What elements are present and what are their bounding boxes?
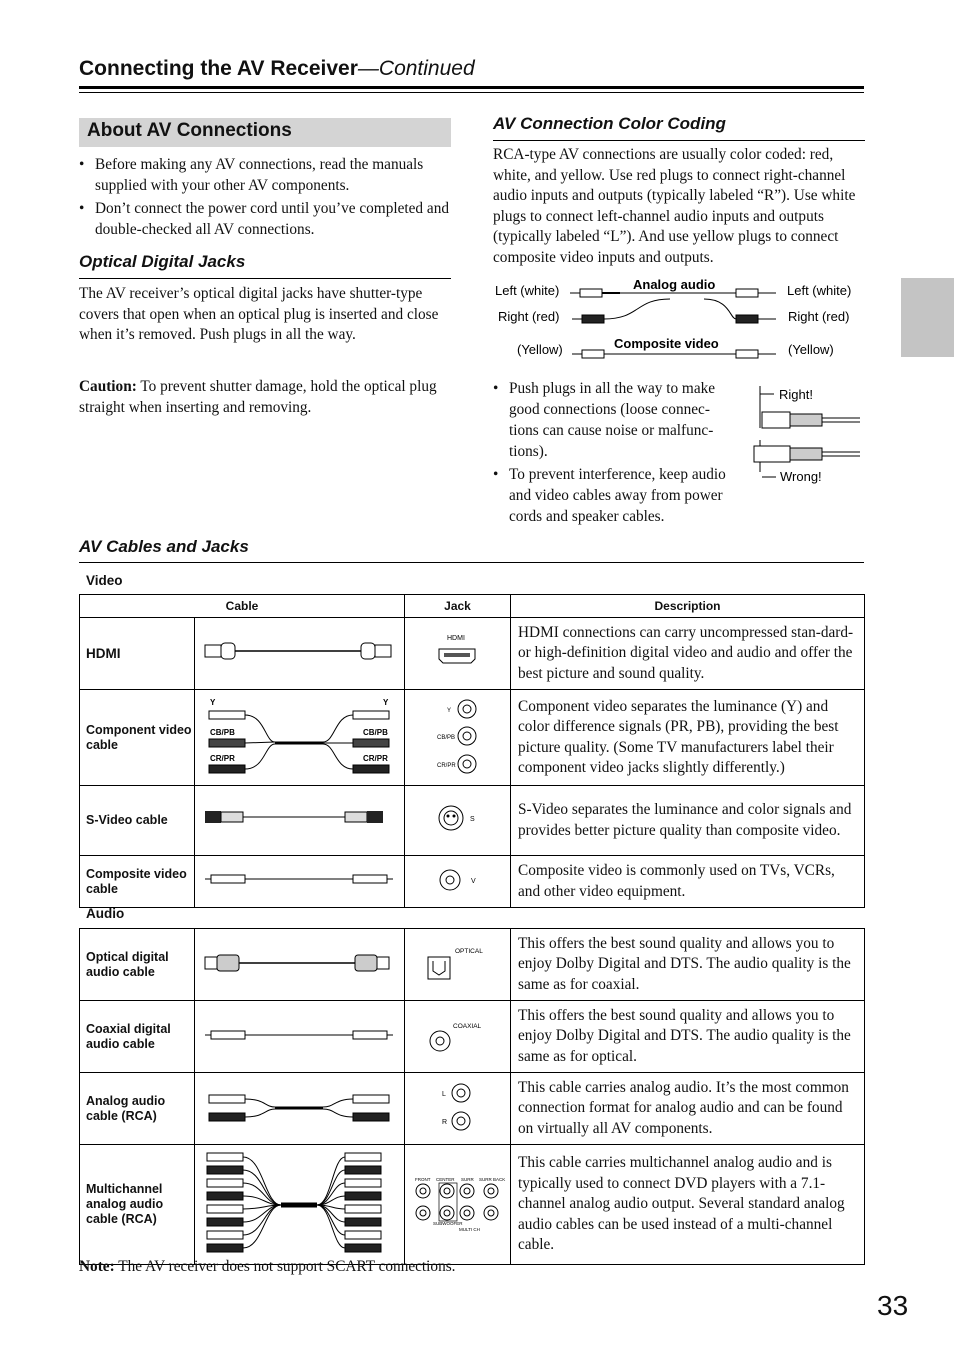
- label-cbpb: CB/PB: [210, 728, 235, 737]
- about-title: About AV Connections: [87, 120, 292, 141]
- rca-jack-inner: [444, 1188, 450, 1194]
- label-cbpb-r: CB/PB: [363, 728, 388, 737]
- wrong-label: Wrong!: [780, 469, 822, 484]
- jack-label: OPTICAL: [455, 948, 483, 955]
- page-header: [79, 57, 475, 81]
- col-desc: Description: [511, 595, 865, 618]
- jack-label: S: [470, 816, 475, 823]
- optical-jack-icon: [405, 929, 510, 995]
- optical-caution: [79, 377, 454, 418]
- jack-cbpb: CB/PB: [437, 735, 456, 741]
- cable-wire: [317, 1205, 345, 1248]
- cable-picture: [195, 1073, 405, 1145]
- list-item: • Don’t connect the power cord until you’ve completed and double-checked all AV connections.: [79, 198, 451, 240]
- label-crpr: CR/PR: [210, 754, 235, 763]
- coaxial-cable-icon: [195, 1001, 404, 1067]
- header-rule-thin: [79, 92, 864, 93]
- jack-surr: SURR: [461, 1177, 474, 1182]
- table-header-row: [80, 595, 865, 618]
- cable-picture: [195, 690, 405, 786]
- list-item: • To prevent interference, keep audio and video cables away from power cords and speaker cables.: [493, 464, 738, 527]
- jack-y: Y: [447, 708, 452, 714]
- color-coding-text: RCA-type AV connections are usually color coded: red, white, and yellow. Use red plugs to connect right-channel audio inputs and outputs (typically labeled “R”). Use white plugs to connect left-channel audio inputs and outputs (typically labeled “L”). And use yellow plugs to connect composite video inputs and outputs.: [493, 146, 856, 266]
- rca-jack-inner: [444, 1210, 450, 1216]
- jack-picture: [405, 856, 511, 908]
- cables-title: AV Cables and Jacks: [79, 537, 249, 556]
- optical-rule: [79, 278, 451, 279]
- yellow-rca-cable: [572, 350, 776, 358]
- table-row: [80, 786, 865, 856]
- color-coding-title: AV Connection Color Coding: [493, 114, 726, 133]
- page-number: 33: [877, 1290, 909, 1321]
- cables-rule: [79, 562, 864, 563]
- cable-description: This cable carries multichannel analog audio and is typically used to connect DVD players with a 7.1-channel analog audio output. Several standard analog audio cables can be used instead of a multi-channel cable.: [511, 1145, 865, 1265]
- plug-insertion-diagram: [748, 382, 863, 488]
- label-y: Y: [210, 698, 216, 707]
- rca-plug-left: [207, 1231, 243, 1239]
- table-row: [80, 929, 865, 1001]
- rca-plug-right: [345, 1231, 381, 1239]
- cable-wire: [317, 1157, 345, 1205]
- note: [79, 1257, 456, 1278]
- optical-cable-icon: [195, 929, 404, 995]
- component-jack-icon: [405, 690, 510, 780]
- rca-plug-right: [345, 1192, 381, 1200]
- video-label: Video: [86, 573, 123, 588]
- cable-name: Optical digital audio cable: [80, 929, 195, 1001]
- header-rule: [79, 86, 864, 89]
- rca-jack-inner: [488, 1188, 494, 1194]
- jack-label: V: [471, 878, 476, 885]
- jack-front: FRONT: [415, 1177, 431, 1182]
- cable-picture: [195, 786, 405, 856]
- jack-center: CENTER: [436, 1177, 455, 1182]
- cable-description: This offers the best sound quality and allows you to enjoy Dolby Digital and DTS. The audio quality is the same as for optical.: [511, 1001, 865, 1073]
- rca-jack-inner: [464, 1188, 470, 1194]
- label-yellow-r: (Yellow): [788, 342, 834, 357]
- video-table: [79, 594, 865, 908]
- jack-subwoofer: SUBWOOFER: [433, 1221, 463, 1226]
- cable-description: HDMI connections can carry uncompressed stan-dard- or high-definition digital video and audio and offer the best picture and sound quality.: [511, 618, 865, 690]
- caution-label: Caution:: [79, 378, 137, 395]
- list-item: • Before making any AV connections, read the manuals supplied with your other AV components.: [79, 154, 451, 196]
- color-coding-rule: [493, 140, 865, 141]
- list-item: • Push plugs in all the way to make good connections (loose connec-tions can cause noise or malfunc-tions).: [493, 378, 738, 462]
- about-bullets: [79, 154, 451, 242]
- rca-plug-right: [345, 1244, 381, 1252]
- jack-label: HDMI: [447, 635, 465, 642]
- cable-name: S-Video cable: [80, 786, 195, 856]
- label-left-white-r: Left (white): [787, 283, 852, 298]
- composite-cable-icon: [195, 856, 404, 902]
- label-left-white-l: Left (white): [495, 283, 560, 298]
- jack-crpr: CR/PR: [437, 763, 456, 769]
- cable-name: Component video cable: [80, 690, 195, 786]
- optical-text: The AV receiver’s optical digital jacks have shutter-type covers that open when an optical plug is inserted and close when it’s removed. Push plugs in all the way.: [79, 285, 439, 343]
- jack-picture: [405, 1073, 511, 1145]
- cable-name: Coaxial digital audio cable: [80, 1001, 195, 1073]
- jack-r: R: [442, 1119, 448, 1126]
- analog-audio-jack-icon: [405, 1073, 510, 1139]
- jack-l: L: [442, 1091, 446, 1098]
- jack-picture: [405, 1001, 511, 1073]
- cable-description: This cable carries analog audio. It’s the most common connection format for analog audio and can be found on virtually all AV components.: [511, 1073, 865, 1145]
- table-row: [80, 618, 865, 690]
- composite-jack-icon: [405, 856, 510, 902]
- cable-wire: [317, 1170, 345, 1205]
- cable-picture: [195, 1001, 405, 1073]
- table-row: [80, 1145, 865, 1265]
- label-crpr-r: CR/PR: [363, 754, 388, 763]
- coaxial-jack-icon: [405, 1001, 510, 1067]
- rca-jack-inner: [488, 1210, 494, 1216]
- rca-plug-right: [345, 1179, 381, 1187]
- cable-picture: [195, 618, 405, 690]
- rca-jack-inner: [464, 1210, 470, 1216]
- note-text: The AV receiver does not support SCART connections.: [114, 1258, 456, 1275]
- right-label: Right!: [779, 387, 813, 402]
- rca-plug-left: [207, 1153, 243, 1161]
- rca-plug-right: [345, 1218, 381, 1226]
- label-composite-video: Composite video: [614, 336, 719, 351]
- note-label: Note:: [79, 1258, 115, 1275]
- table-row: [80, 1073, 865, 1145]
- table-row: [80, 856, 865, 908]
- caution-text: To prevent shutter damage, hold the optical plug straight when inserting and removing.: [79, 378, 437, 416]
- cable-description: S-Video separates the luminance and color signals and provides better picture quality than composite video.: [511, 786, 865, 856]
- jack-multi-ch: MULTI CH: [459, 1227, 480, 1232]
- cable-wire: [317, 1205, 345, 1235]
- col-cable: Cable: [80, 595, 405, 618]
- multichannel-cable-icon: [195, 1145, 404, 1259]
- cable-picture: [195, 929, 405, 1001]
- cable-wire: [243, 1157, 281, 1205]
- jack-picture: [405, 690, 511, 786]
- col-jack: Jack: [405, 595, 511, 618]
- label-y-r: Y: [383, 698, 389, 707]
- jack-picture: [405, 929, 511, 1001]
- analog-audio-cable-icon: [195, 1073, 404, 1139]
- rca-jack-inner: [420, 1210, 426, 1216]
- table-row: [80, 1001, 865, 1073]
- cable-wire: [243, 1205, 281, 1248]
- header-title: Connecting the AV Receiver: [79, 57, 358, 80]
- red-rca-cable: [572, 299, 776, 323]
- rca-plug-left: [207, 1205, 243, 1213]
- cable-picture: [195, 1145, 405, 1265]
- cable-wire: [317, 1183, 345, 1205]
- svideo-cable-icon: [195, 786, 404, 850]
- hdmi-cable-icon: [195, 618, 404, 684]
- hdmi-jack-icon: [405, 618, 510, 684]
- color-coding-bullets: [493, 378, 738, 529]
- table-row: [80, 690, 865, 786]
- rca-plug-right: [345, 1205, 381, 1213]
- component-cable-icon: [195, 690, 404, 780]
- cable-name: Composite video cable: [80, 856, 195, 908]
- multichannel-jack-icon: [405, 1145, 510, 1259]
- cable-wire: [243, 1183, 281, 1205]
- label-right-red-l: Right (red): [498, 309, 560, 324]
- audio-table: [79, 928, 865, 1265]
- audio-label: Audio: [86, 906, 125, 921]
- cable-description: Component video separates the luminance (Y) and color difference signals (PR, PB), providing the best picture quality. (Some TV manufacturers label their component video jacks slightly differently.): [511, 690, 865, 786]
- cable-name: Multichannel analog audio cable (RCA): [80, 1145, 195, 1265]
- optical-title: Optical Digital Jacks: [79, 252, 246, 271]
- label-yellow-l: (Yellow): [517, 342, 563, 357]
- rca-plug-right: [345, 1166, 381, 1174]
- cable-description: This offers the best sound quality and allows you to enjoy Dolby Digital and DTS. The audio quality is the same as for coaxial.: [511, 929, 865, 1001]
- rca-plug-left: [207, 1218, 243, 1226]
- rca-plug-right: [345, 1153, 381, 1161]
- cable-name: Analog audio cable (RCA): [80, 1073, 195, 1145]
- label-analog-audio: Analog audio: [633, 277, 716, 292]
- rca-plug-left: [207, 1166, 243, 1174]
- cable-name: HDMI: [80, 618, 195, 690]
- header-continued: —Continued: [357, 57, 475, 80]
- rca-plug-left: [207, 1179, 243, 1187]
- jack-surr-back: SURR BACK: [479, 1177, 506, 1182]
- svideo-jack-icon: [405, 786, 510, 850]
- rca-jack-inner: [420, 1188, 426, 1194]
- cable-description: Composite video is commonly used on TVs, VCRs, and other video equipment.: [511, 856, 865, 908]
- jack-picture: [405, 1145, 511, 1265]
- cable-picture: [195, 856, 405, 908]
- jack-picture: [405, 618, 511, 690]
- rca-plug-left: [207, 1192, 243, 1200]
- color-coding-diagram: [490, 272, 870, 364]
- jack-label: COAXIAL: [453, 1023, 482, 1030]
- jack-picture: [405, 786, 511, 856]
- rca-plug-left: [207, 1244, 243, 1252]
- side-tab: [901, 278, 954, 357]
- label-right-red-r: Right (red): [788, 309, 850, 324]
